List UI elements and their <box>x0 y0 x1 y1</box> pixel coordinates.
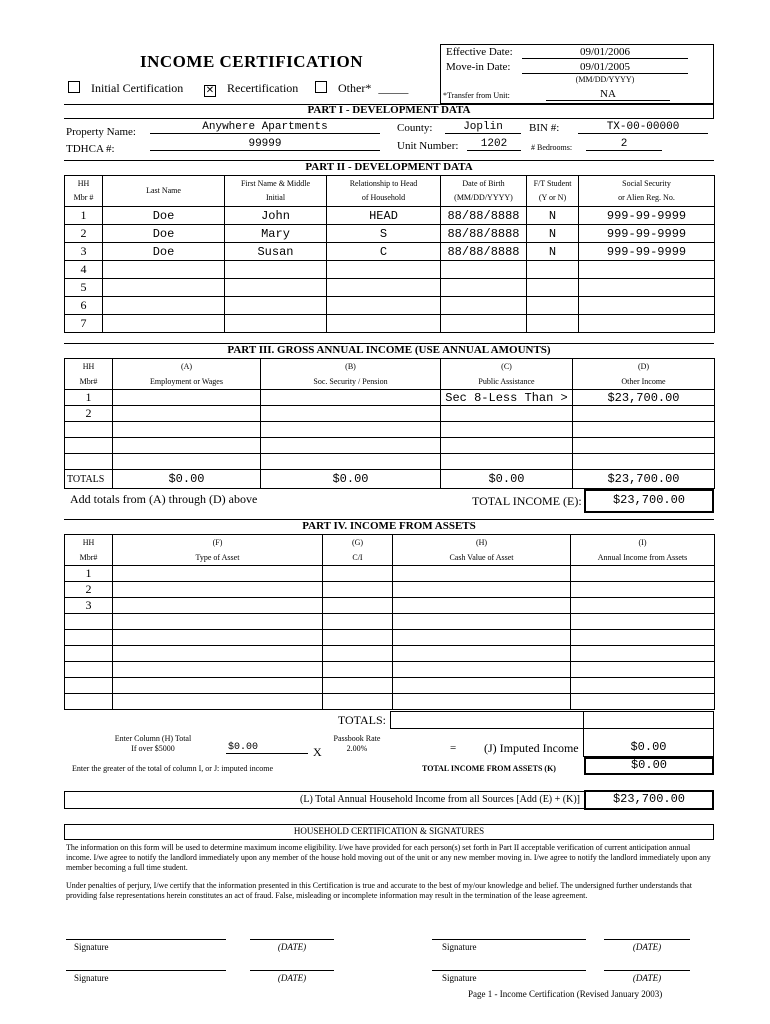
member-row <box>65 261 715 279</box>
unit-number-label: Unit Number: <box>397 140 459 152</box>
member-row <box>65 315 715 333</box>
p4-g-header: (G) C/I <box>323 535 393 566</box>
initial-label: Initial Certification <box>91 81 184 95</box>
cash-value-cell[interactable] <box>393 598 571 614</box>
asset-member-number: 3 <box>65 598 113 614</box>
asset-income-cell[interactable] <box>571 582 715 598</box>
asset-income-cell[interactable] <box>571 646 715 662</box>
gross-income-table <box>64 358 715 489</box>
ci-cell[interactable] <box>323 646 393 662</box>
assets-totals-label: TOTALS: <box>337 713 386 727</box>
dob-header: Date of Birth (MM/DD/YYYY) <box>441 176 527 207</box>
total-household-label: (L) Total Annual Household Income from all Sources [Add (E) + (K)] <box>300 794 580 805</box>
relationship-cell[interactable] <box>327 315 441 333</box>
bedrooms-field[interactable]: 2 <box>586 138 662 151</box>
relationship-cell[interactable] <box>327 261 441 279</box>
first-name-cell[interactable] <box>225 297 327 315</box>
part3-title: PART III. GROSS ANNUAL INCOME (USE ANNUAL AMOUNTS) <box>227 344 551 356</box>
dob-cell[interactable] <box>441 315 527 333</box>
employment-cell[interactable] <box>113 390 261 406</box>
date-label-3[interactable]: (DATE) <box>277 973 307 983</box>
student-cell[interactable] <box>527 279 579 297</box>
ssn-cell[interactable] <box>579 261 715 279</box>
student-cell[interactable] <box>527 261 579 279</box>
soc-security-cell[interactable] <box>261 422 441 438</box>
asset-member-number <box>65 694 113 710</box>
public-assistance-cell[interactable] <box>441 438 573 454</box>
first-name-header: First Name & Middle Initial <box>225 176 327 207</box>
employment-cell[interactable] <box>113 438 261 454</box>
asset-income-cell[interactable] <box>571 662 715 678</box>
soc-security-cell[interactable] <box>261 406 441 422</box>
asset-member-number: 2 <box>65 582 113 598</box>
member-row <box>65 207 715 225</box>
asset-member-number <box>65 614 113 630</box>
signature-label-4[interactable]: Signature <box>442 973 477 983</box>
total-assets-value[interactable]: $0.00 <box>630 758 667 772</box>
cash-value-cell[interactable] <box>393 614 571 630</box>
asset-type-cell[interactable] <box>113 598 323 614</box>
student-cell[interactable]: N <box>527 225 579 243</box>
member-row <box>65 243 715 261</box>
date-label-4[interactable]: (DATE) <box>632 973 662 983</box>
income-row <box>65 422 715 438</box>
other-income-cell[interactable] <box>573 422 715 438</box>
initial-checkbox[interactable] <box>68 81 80 93</box>
p4-hh-header: HH Mbr# <box>65 535 113 566</box>
asset-type-cell[interactable] <box>113 694 323 710</box>
certification-title: HOUSEHOLD CERTIFICATION & SIGNATURES <box>293 826 485 836</box>
other-label: Other* <box>338 81 372 95</box>
passbook-label: Passbook Rate <box>333 734 381 743</box>
p3-hh-header: HH Mbr# <box>65 359 113 390</box>
asset-row <box>65 678 715 694</box>
asset-row <box>65 646 715 662</box>
part3-header-row <box>65 359 715 390</box>
assets-totals-box <box>390 711 714 729</box>
imputed-income-label: (J) Imputed Income <box>484 741 579 755</box>
asset-row <box>65 614 715 630</box>
initial-certification-option[interactable] <box>68 81 183 96</box>
ssn-cell[interactable]: 999-99-9999 <box>579 225 715 243</box>
asset-income-cell[interactable] <box>571 630 715 646</box>
income-row <box>65 390 715 406</box>
student-header: F/T Student (Y or N) <box>527 176 579 207</box>
dob-cell[interactable]: 88/88/8888 <box>441 207 527 225</box>
total-household-value[interactable]: $23,700.00 <box>612 792 685 806</box>
ci-cell[interactable] <box>323 678 393 694</box>
total-d: $23,700.00 <box>573 470 715 489</box>
bin-field[interactable]: TX-00-00000 <box>578 121 708 134</box>
ssn-cell[interactable] <box>579 315 715 333</box>
asset-type-cell[interactable] <box>113 582 323 598</box>
enter-h-line1: Enter Column (H) Total <box>114 734 192 743</box>
total-c: $0.00 <box>441 470 573 489</box>
greater-note: Enter the greater of the total of column I, or J: imputed income <box>72 764 274 773</box>
first-name-cell[interactable]: Mary <box>225 225 327 243</box>
total-b: $0.00 <box>261 470 441 489</box>
last-name-cell[interactable] <box>103 297 225 315</box>
member-number: 3 <box>65 243 103 261</box>
ci-cell[interactable] <box>323 694 393 710</box>
other-blank: _____ <box>378 81 409 95</box>
p3-a-header: (A) Employment or Wages <box>113 359 261 390</box>
first-name-cell[interactable] <box>225 279 327 297</box>
p4-h-header: (H) Cash Value of Asset <box>393 535 571 566</box>
p4-i-header: (I) Annual Income from Assets <box>571 535 715 566</box>
soc-security-cell[interactable] <box>261 438 441 454</box>
relationship-cell[interactable]: HEAD <box>327 207 441 225</box>
first-name-cell[interactable]: Susan <box>225 243 327 261</box>
cash-value-cell[interactable] <box>393 566 571 582</box>
member-row <box>65 297 715 315</box>
cash-value-cell[interactable] <box>393 646 571 662</box>
employment-cell[interactable] <box>113 406 261 422</box>
cash-value-cell[interactable] <box>393 662 571 678</box>
dob-cell[interactable] <box>441 261 527 279</box>
date-format-hint: (MM/DD/YYYY) <box>575 75 635 84</box>
relationship-cell[interactable] <box>327 279 441 297</box>
multiply-sign: X <box>313 745 322 759</box>
form-title: INCOME CERTIFICATION <box>140 52 364 71</box>
asset-row <box>65 662 715 678</box>
asset-income-cell[interactable] <box>571 614 715 630</box>
relationship-cell[interactable] <box>327 297 441 315</box>
tdhca-field[interactable]: 99999 <box>150 138 380 151</box>
signature-label-3[interactable]: Signature <box>74 973 109 983</box>
certification-para1: The information on this form will be used to determine maximum income eligibility. I/we have provided for each person(s) set forth in Part II acceptable verification of current anticipation annual income. I/we agree to notify the landlord immediately upon any member of the house hold moving out of the unit or any new member moving in. I/we agree to notify the landlord immediately upon any member becoming a full time student. <box>66 843 711 872</box>
bedrooms-label: # Bedrooms: <box>531 143 573 152</box>
last-name-header: Last Name <box>103 176 225 207</box>
ci-cell[interactable] <box>323 598 393 614</box>
other-income-cell[interactable] <box>573 454 715 470</box>
p4-f-header: (F) Type of Asset <box>113 535 323 566</box>
public-assistance-cell[interactable]: Sec 8-Less Than > <box>441 390 573 406</box>
signature-label-1[interactable]: Signature <box>74 942 109 952</box>
last-name-cell[interactable] <box>103 261 225 279</box>
recertification-option[interactable] <box>204 81 298 97</box>
member-row <box>65 279 715 297</box>
transfer-label: *Transfer from Unit: <box>443 91 510 100</box>
enter-h-line2: If over $5000 <box>131 744 175 753</box>
asset-member-number <box>65 662 113 678</box>
asset-income-cell[interactable] <box>571 678 715 694</box>
tdhca-label: TDHCA #: <box>66 143 115 155</box>
soc-security-cell[interactable] <box>261 454 441 470</box>
income-row <box>65 438 715 454</box>
asset-member-number: 1 <box>65 566 113 582</box>
cash-value-cell[interactable] <box>393 678 571 694</box>
last-name-cell[interactable] <box>103 279 225 297</box>
unit-number-field[interactable]: 1202 <box>467 138 521 151</box>
member-number: 5 <box>65 279 103 297</box>
asset-type-cell[interactable] <box>113 646 323 662</box>
movein-date-field[interactable]: 09/01/2005 <box>522 61 688 74</box>
ssn-cell[interactable]: 999-99-9999 <box>579 243 715 261</box>
signature-label-2[interactable]: Signature <box>442 942 477 952</box>
enter-h-field[interactable]: $0.00 <box>226 742 308 754</box>
relationship-header: Relationship to Head of Household <box>327 176 441 207</box>
income-member-number: 2 <box>65 406 113 422</box>
first-name-cell[interactable] <box>225 315 327 333</box>
dob-cell[interactable] <box>441 297 527 315</box>
part4-header-row <box>65 535 715 566</box>
asset-row <box>65 566 715 582</box>
part4-title: PART IV. INCOME FROM ASSETS <box>302 520 476 532</box>
asset-type-cell[interactable] <box>113 678 323 694</box>
member-number: 4 <box>65 261 103 279</box>
ssn-cell[interactable] <box>579 279 715 297</box>
public-assistance-cell[interactable] <box>441 422 573 438</box>
public-assistance-cell[interactable] <box>441 454 573 470</box>
total-a: $0.00 <box>113 470 261 489</box>
student-cell[interactable] <box>527 297 579 315</box>
county-field[interactable]: Joplin <box>445 121 521 134</box>
total-income-value[interactable]: $23,700.00 <box>612 493 685 507</box>
ci-cell[interactable] <box>323 630 393 646</box>
hh-mbr-header: HH Mbr # <box>65 176 103 207</box>
member-number: 7 <box>65 315 103 333</box>
dob-cell[interactable] <box>441 279 527 297</box>
asset-member-number <box>65 678 113 694</box>
asset-income-cell[interactable] <box>571 598 715 614</box>
income-member-number <box>65 454 113 470</box>
part2-header-row <box>65 176 715 207</box>
soc-security-cell[interactable] <box>261 390 441 406</box>
employment-cell[interactable] <box>113 454 261 470</box>
household-members-table <box>64 175 715 333</box>
part2-title: PART II - DEVELOPMENT DATA <box>305 161 473 173</box>
public-assistance-cell[interactable] <box>441 406 573 422</box>
member-row <box>65 225 715 243</box>
p3-c-header: (C) Public Assistance <box>441 359 573 390</box>
equals-sign: = <box>450 742 457 754</box>
relationship-cell[interactable]: S <box>327 225 441 243</box>
certification-para2: Under penalties of perjury, I/we certify that the information presented in this Certification is true and accurate to the best of my/our knowledge and belief. The undersigned further understands that providing false representations herein constitutes an act of fraud. False, misleading or incomplete information may result in the termination of the lease agreement. <box>66 881 693 900</box>
date-label-1[interactable]: (DATE) <box>277 942 307 952</box>
p3-totals-row <box>65 470 715 489</box>
total-assets-label: TOTAL INCOME FROM ASSETS (K) <box>422 764 556 773</box>
ssn-cell[interactable] <box>579 297 715 315</box>
effective-date-field[interactable]: 09/01/2006 <box>522 46 688 59</box>
dob-cell[interactable]: 88/88/8888 <box>441 243 527 261</box>
part1-title: PART I - DEVELOPMENT DATA <box>307 104 471 116</box>
date-label-2[interactable]: (DATE) <box>632 942 662 952</box>
add-totals-note: Add totals from (A) through (D) above <box>70 492 258 506</box>
totals-label: TOTALS <box>65 470 113 489</box>
transfer-field[interactable]: NA <box>546 88 670 101</box>
movein-date-label: Move-in Date: <box>446 61 511 73</box>
income-member-number <box>65 438 113 454</box>
asset-row <box>65 630 715 646</box>
ci-cell[interactable] <box>323 662 393 678</box>
dob-cell[interactable]: 88/88/8888 <box>441 225 527 243</box>
asset-row <box>65 582 715 598</box>
first-name-cell[interactable] <box>225 261 327 279</box>
effective-date-label: Effective Date: <box>446 46 513 58</box>
property-name-field[interactable]: Anywhere Apartments <box>150 121 380 134</box>
recert-label: Recertification <box>227 81 299 95</box>
assets-table <box>64 534 715 710</box>
other-income-cell[interactable]: $23,700.00 <box>573 390 715 406</box>
ssn-cell[interactable]: 999-99-9999 <box>579 207 715 225</box>
ci-cell[interactable] <box>323 614 393 630</box>
p3-d-header: (D) Other Income <box>573 359 715 390</box>
member-number: 1 <box>65 207 103 225</box>
income-member-number: 1 <box>65 390 113 406</box>
income-row <box>65 406 715 422</box>
cash-value-cell[interactable] <box>393 582 571 598</box>
student-cell[interactable]: N <box>527 243 579 261</box>
asset-type-cell[interactable] <box>113 566 323 582</box>
last-name-cell[interactable] <box>103 315 225 333</box>
ci-cell[interactable] <box>323 582 393 598</box>
bin-label: BIN #: <box>529 122 560 134</box>
asset-type-cell[interactable] <box>113 630 323 646</box>
imputed-income-value[interactable]: $0.00 <box>630 740 667 754</box>
other-checkbox[interactable] <box>315 81 327 93</box>
asset-row <box>65 598 715 614</box>
asset-member-number <box>65 646 113 662</box>
student-cell[interactable]: N <box>527 207 579 225</box>
asset-row <box>65 694 715 710</box>
other-income-cell[interactable] <box>573 438 715 454</box>
income-row <box>65 454 715 470</box>
asset-income-cell[interactable] <box>571 694 715 710</box>
employment-cell[interactable] <box>113 422 261 438</box>
county-label: County: <box>397 122 433 134</box>
cash-value-cell[interactable] <box>393 630 571 646</box>
other-income-cell[interactable] <box>573 406 715 422</box>
first-name-cell[interactable]: John <box>225 207 327 225</box>
other-option[interactable] <box>315 81 408 96</box>
last-name-cell[interactable]: Doe <box>103 207 225 225</box>
total-income-label: TOTAL INCOME (E): <box>472 494 582 508</box>
property-name-label: Property Name: <box>66 126 136 138</box>
income-member-number <box>65 422 113 438</box>
member-number: 2 <box>65 225 103 243</box>
asset-income-cell[interactable] <box>571 566 715 582</box>
relationship-cell[interactable]: C <box>327 243 441 261</box>
last-name-cell[interactable]: Doe <box>103 243 225 261</box>
last-name-cell[interactable]: Doe <box>103 225 225 243</box>
asset-type-cell[interactable] <box>113 662 323 678</box>
asset-type-cell[interactable] <box>113 614 323 630</box>
recert-checkbox[interactable]: ✕ <box>205 85 215 96</box>
ci-cell[interactable] <box>323 566 393 582</box>
ssn-header: Social Security or Alien Reg. No. <box>579 176 715 207</box>
passbook-rate: 2.00% <box>346 744 368 753</box>
member-number: 6 <box>65 297 103 315</box>
cash-value-cell[interactable] <box>393 694 571 710</box>
asset-member-number <box>65 630 113 646</box>
page-footer: Page 1 - Income Certification (Revised January 2003) <box>468 989 663 999</box>
p3-b-header: (B) Soc. Security / Pension <box>261 359 441 390</box>
student-cell[interactable] <box>527 315 579 333</box>
